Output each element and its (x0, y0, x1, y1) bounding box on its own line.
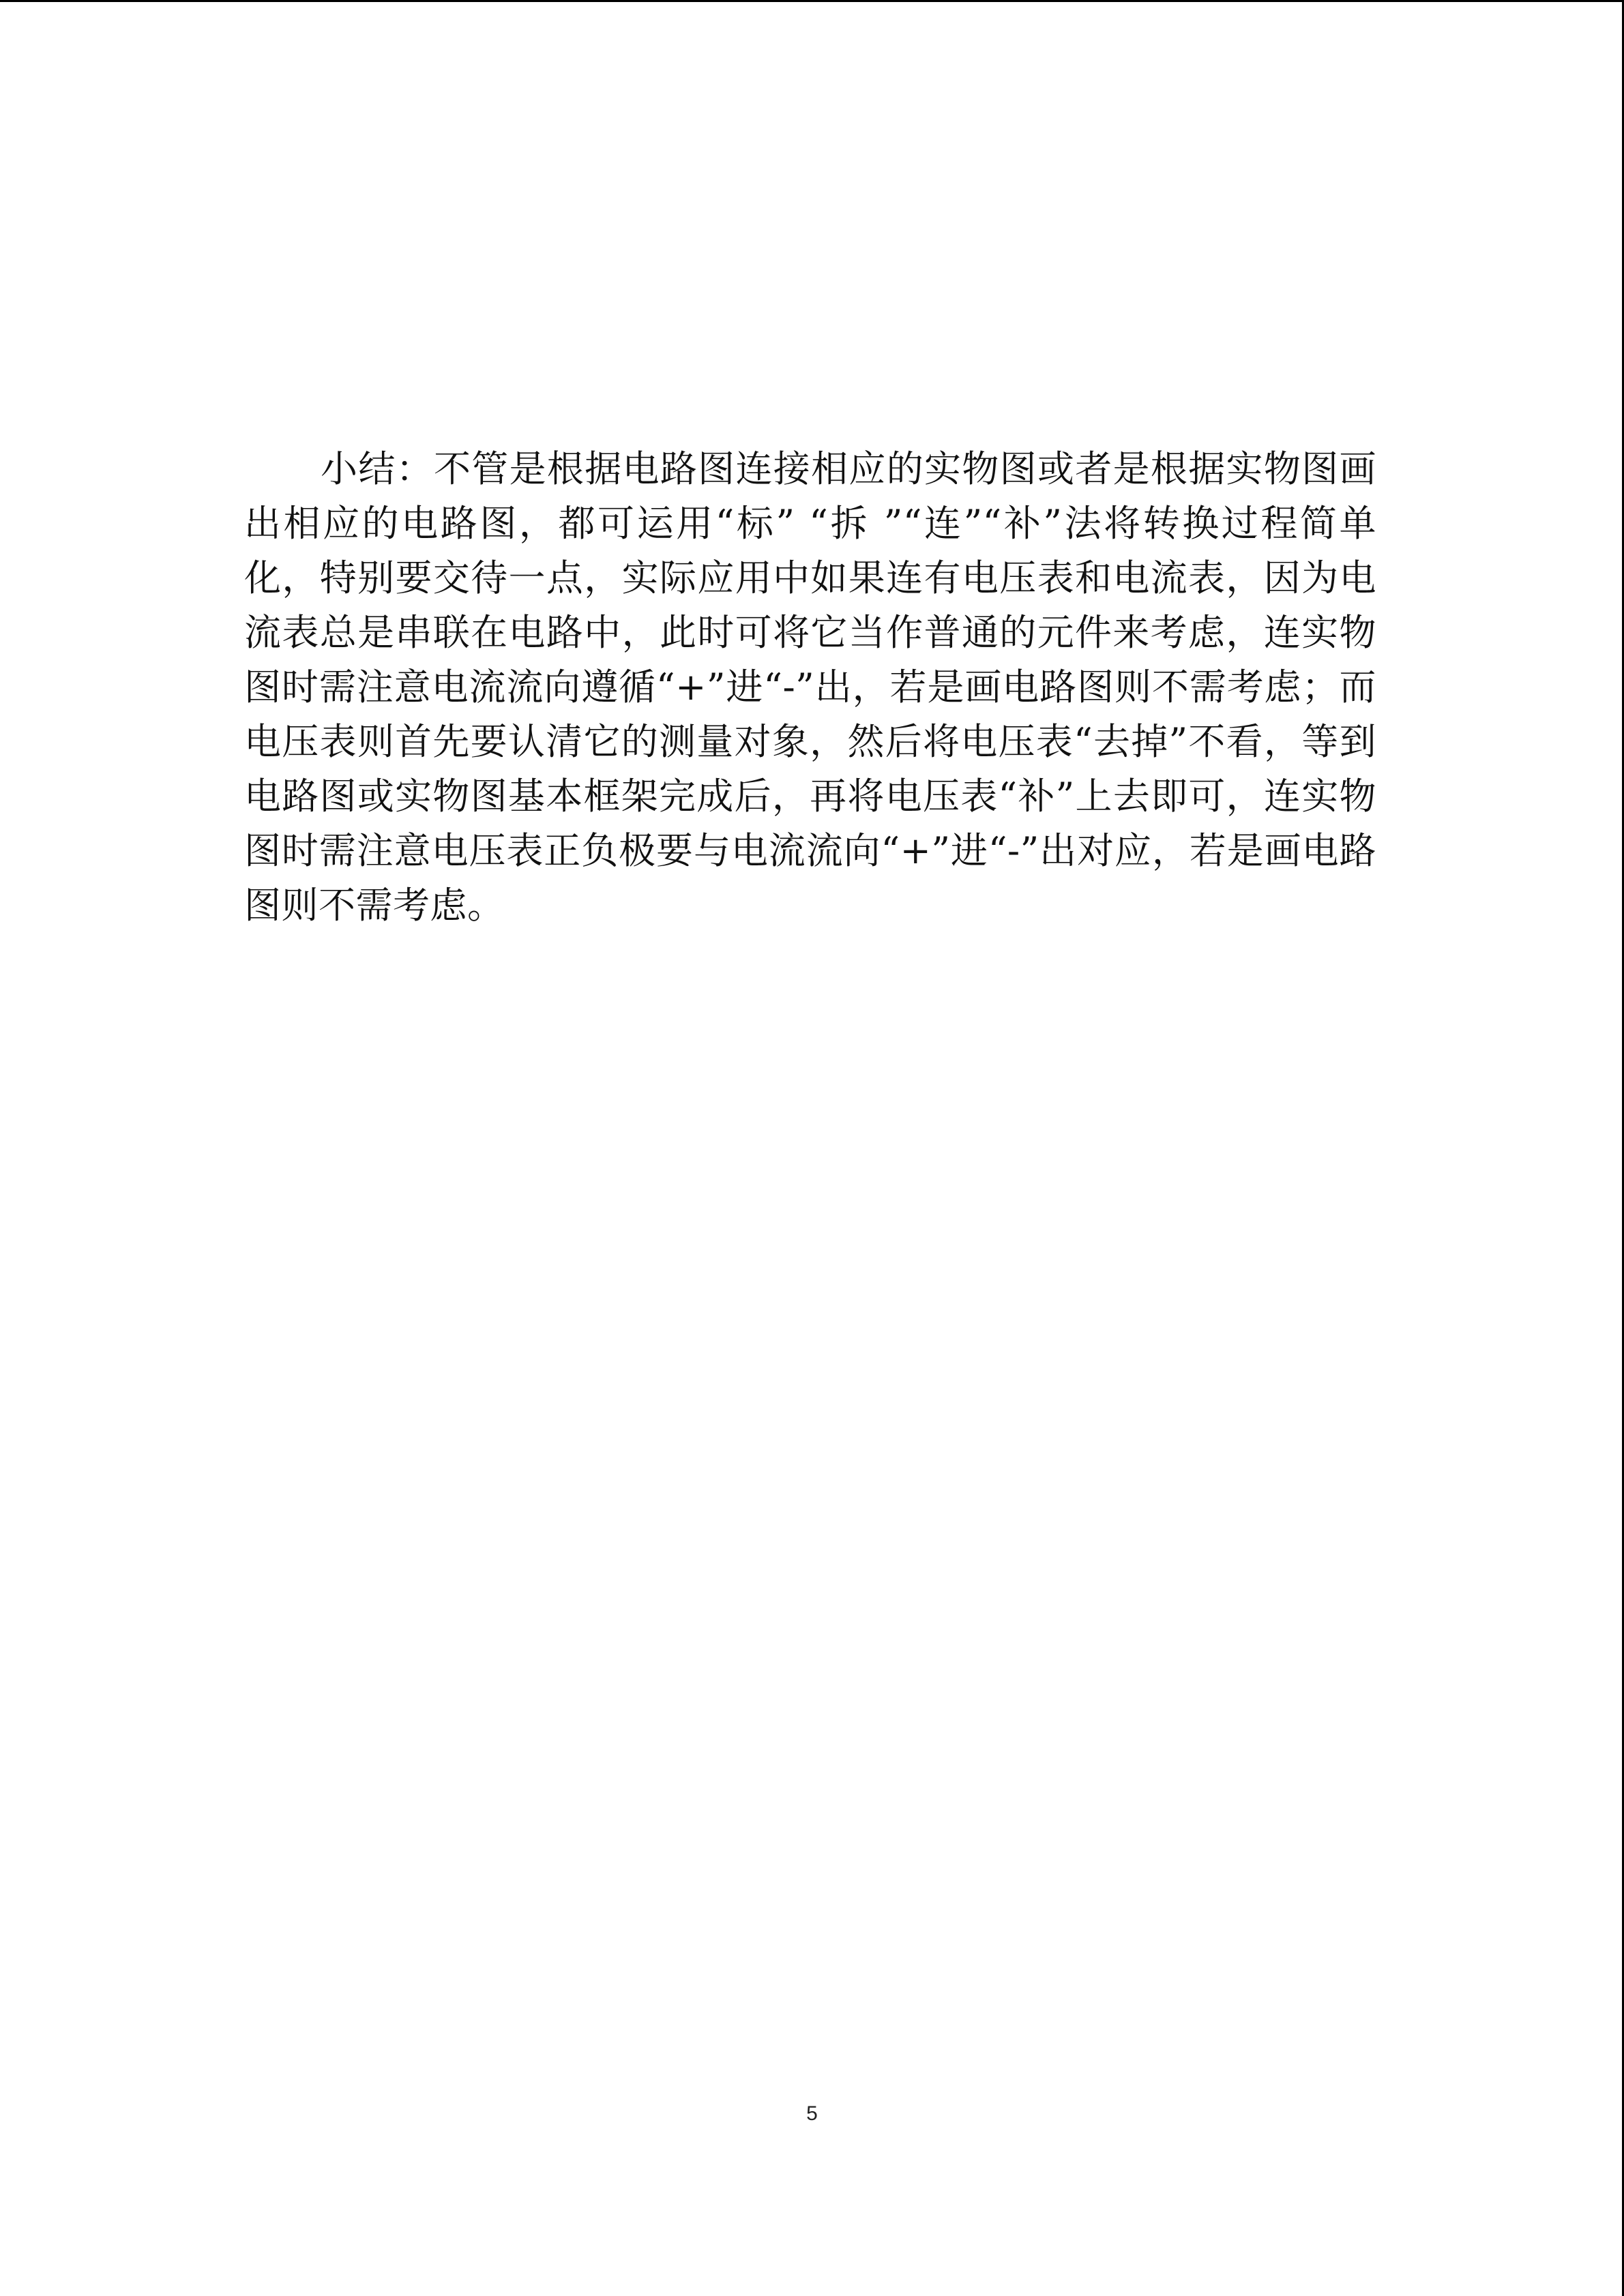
page-number: 5 (806, 2102, 818, 2125)
page-border-top (0, 0, 1624, 2)
summary-paragraph: 小结：不管是根据电路图连接相应的实物图或者是根据实物图画出相应的电路图，都可运用“标” “拆 ”“连”“补”法将转换过程简单化，特别要交待一点，实际应用中如果连有电压表和电流表，因为电流表总是串联在电路中，此时可将它当作普通的元件来考虑，连实物图时需注意电流流向遵循“+”进“-”出，若是画电路图则不需考虑；而电压表则首先要认清它的测量对象，然后将电压表“去掉”不看，等到电路图或实物图基本框架完成后，再将电压表“补”上去即可，连实物图时需注意电压表正负极要与电流流向“+”进“-”出对应，若是画电路图则不需考虑。 (244, 447, 1376, 927)
